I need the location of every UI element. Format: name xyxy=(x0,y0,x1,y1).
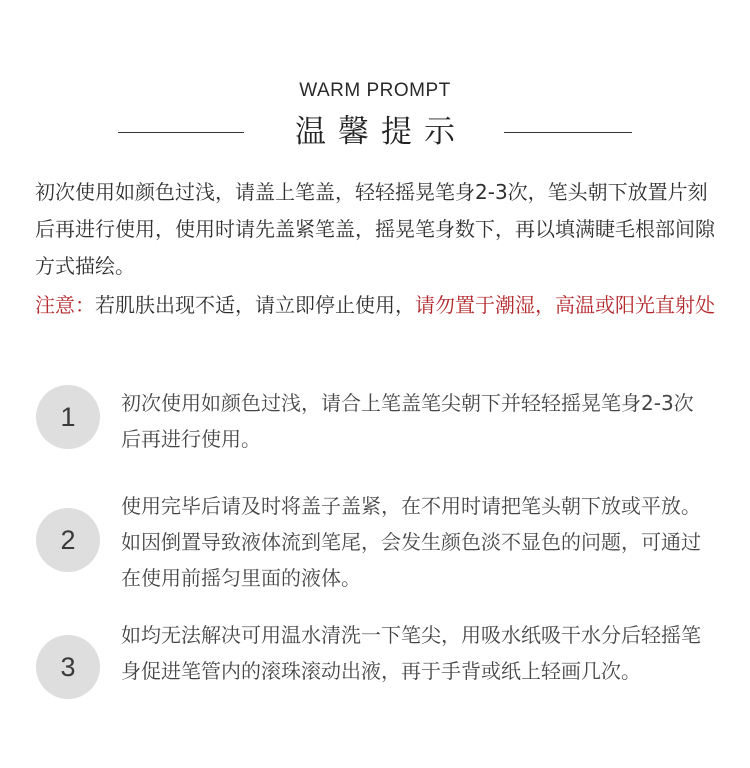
notice-text: 若肌肤出现不适，请立即停止使用， xyxy=(95,293,415,317)
notice-label: 注意： xyxy=(35,293,95,317)
step-text: 如均无法解决可用温水清洗一下笔尖，用吸水纸吸干水分后轻摇笔身促进笔管内的滚珠滚动出液，再于手背或纸上轻画几次。 xyxy=(121,623,701,683)
step-number-badge: 2 xyxy=(36,508,100,572)
step-text: 初次使用如颜色过浅，请合上笔盖笔尖朝下并轻轻摇晃笔身2-3次后再进行使用。 xyxy=(121,391,694,451)
title-divider-right xyxy=(504,132,632,133)
page-title: 温馨提示 xyxy=(295,114,467,150)
notice-paragraph xyxy=(35,287,715,324)
intro-paragraph: 初次使用如颜色过浅，请盖上笔盖，轻轻摇晃笔身2-3次，笔头朝下放置片刻后再进行使用，使用时请先盖紧笔盖，摇晃笔身数下，再以填满睫毛根部间隙方式描绘。 xyxy=(35,180,715,278)
title-row xyxy=(0,110,750,154)
step-number-badge: 1 xyxy=(36,385,100,449)
notice-warning: 请勿置于潮湿，高温或阳光直射处 xyxy=(415,293,715,317)
subtitle: WARM PROMPT xyxy=(299,80,451,101)
step-text: 使用完毕后请及时将盖子盖紧，在不用时请把笔头朝下放或平放。如因倒置导致液体流到笔尾，会发生颜色淡不显色的问题，可通过在使用前摇匀里面的液体。 xyxy=(121,494,701,590)
step-number-badge: 3 xyxy=(36,635,100,699)
